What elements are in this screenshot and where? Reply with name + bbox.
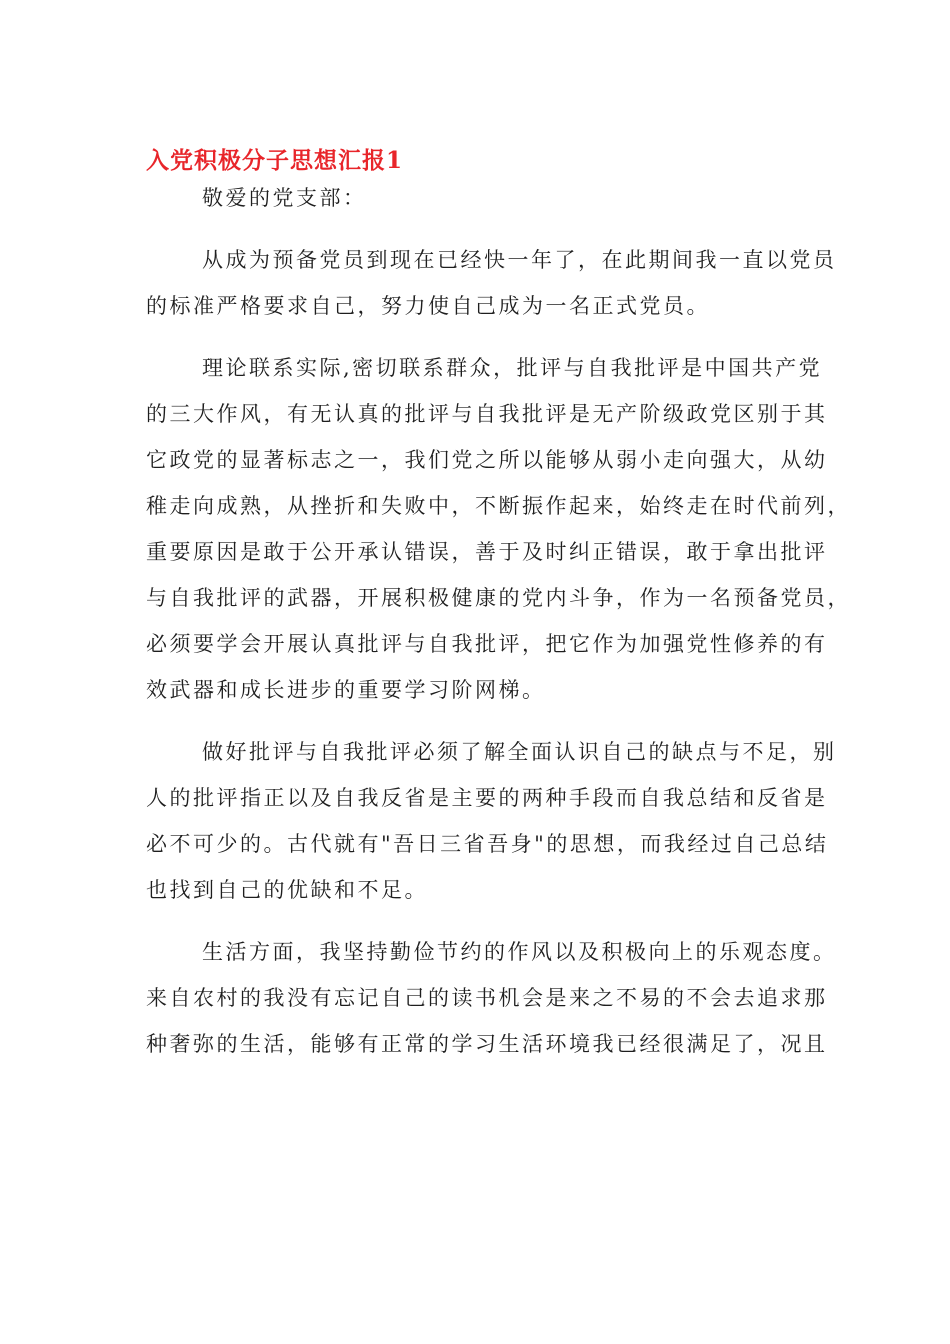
paragraph-line: 必不可少的。古代就有"吾日三省吾身"的思想，而我经过自己总结 (146, 832, 829, 856)
paragraph-line: 与自我批评的武器，开展积极健康的党内斗争，作为一名预备党员， (146, 586, 851, 610)
paragraph-2 (146, 345, 851, 713)
salutation: 敬爱的党支部： (202, 186, 367, 210)
paragraph-line: 来自农村的我没有忘记自己的读书机会是来之不易的不会去追求那 (146, 986, 828, 1010)
paragraph-line: 种奢弥的生活，能够有正常的学习生活环境我已经很满足了，况且 (146, 1032, 828, 1056)
paragraph-line: 必须要学会开展认真批评与自我批评，把它作为加强党性修养的有 (146, 632, 828, 656)
paragraph-4 (146, 929, 837, 1067)
paragraph-3 (146, 729, 837, 913)
salutation-paragraph (146, 175, 806, 221)
paragraph-line: 的三大作风，有无认真的批评与自我批评是无产阶级政党区别于其 (146, 402, 828, 426)
paragraph-1 (146, 237, 837, 329)
paragraph-line: 生活方面，我坚持勤俭节约的作风以及积极向上的乐观态度。 (202, 940, 837, 964)
paragraph-line: 也找到自己的优缺和不足。 (146, 878, 428, 902)
paragraph-line: 重要原因是敢于公开承认错误，善于及时纠正错误，敢于拿出批评 (146, 540, 828, 564)
paragraph-line: 做好批评与自我批评必须了解全面认识自己的缺点与不足，别 (202, 740, 837, 764)
paragraph-line: 从成为预备党员到现在已经快一年了，在此期间我一直以党员 (202, 248, 837, 272)
document-title: 入党积极分子思想汇报1 (146, 147, 404, 174)
paragraph-line: 稚走向成熟，从挫折和失败中，不断振作起来，始终走在时代前列， (146, 494, 851, 518)
document-body (146, 175, 851, 1083)
paragraph-line: 的标准严格要求自己，努力使自己成为一名正式党员。 (146, 294, 710, 318)
paragraph-line: 理论联系实际,密切联系群众，批评与自我批评是中国共产党 (202, 356, 823, 380)
paragraph-line: 它政党的显著标志之一，我们党之所以能够从弱小走向强大，从幼 (146, 448, 828, 472)
paragraph-line: 人的批评指正以及自我反省是主要的两种手段而自我总结和反省是 (146, 786, 828, 810)
paragraph-line: 效武器和成长进步的重要学习阶网梯。 (146, 678, 546, 702)
